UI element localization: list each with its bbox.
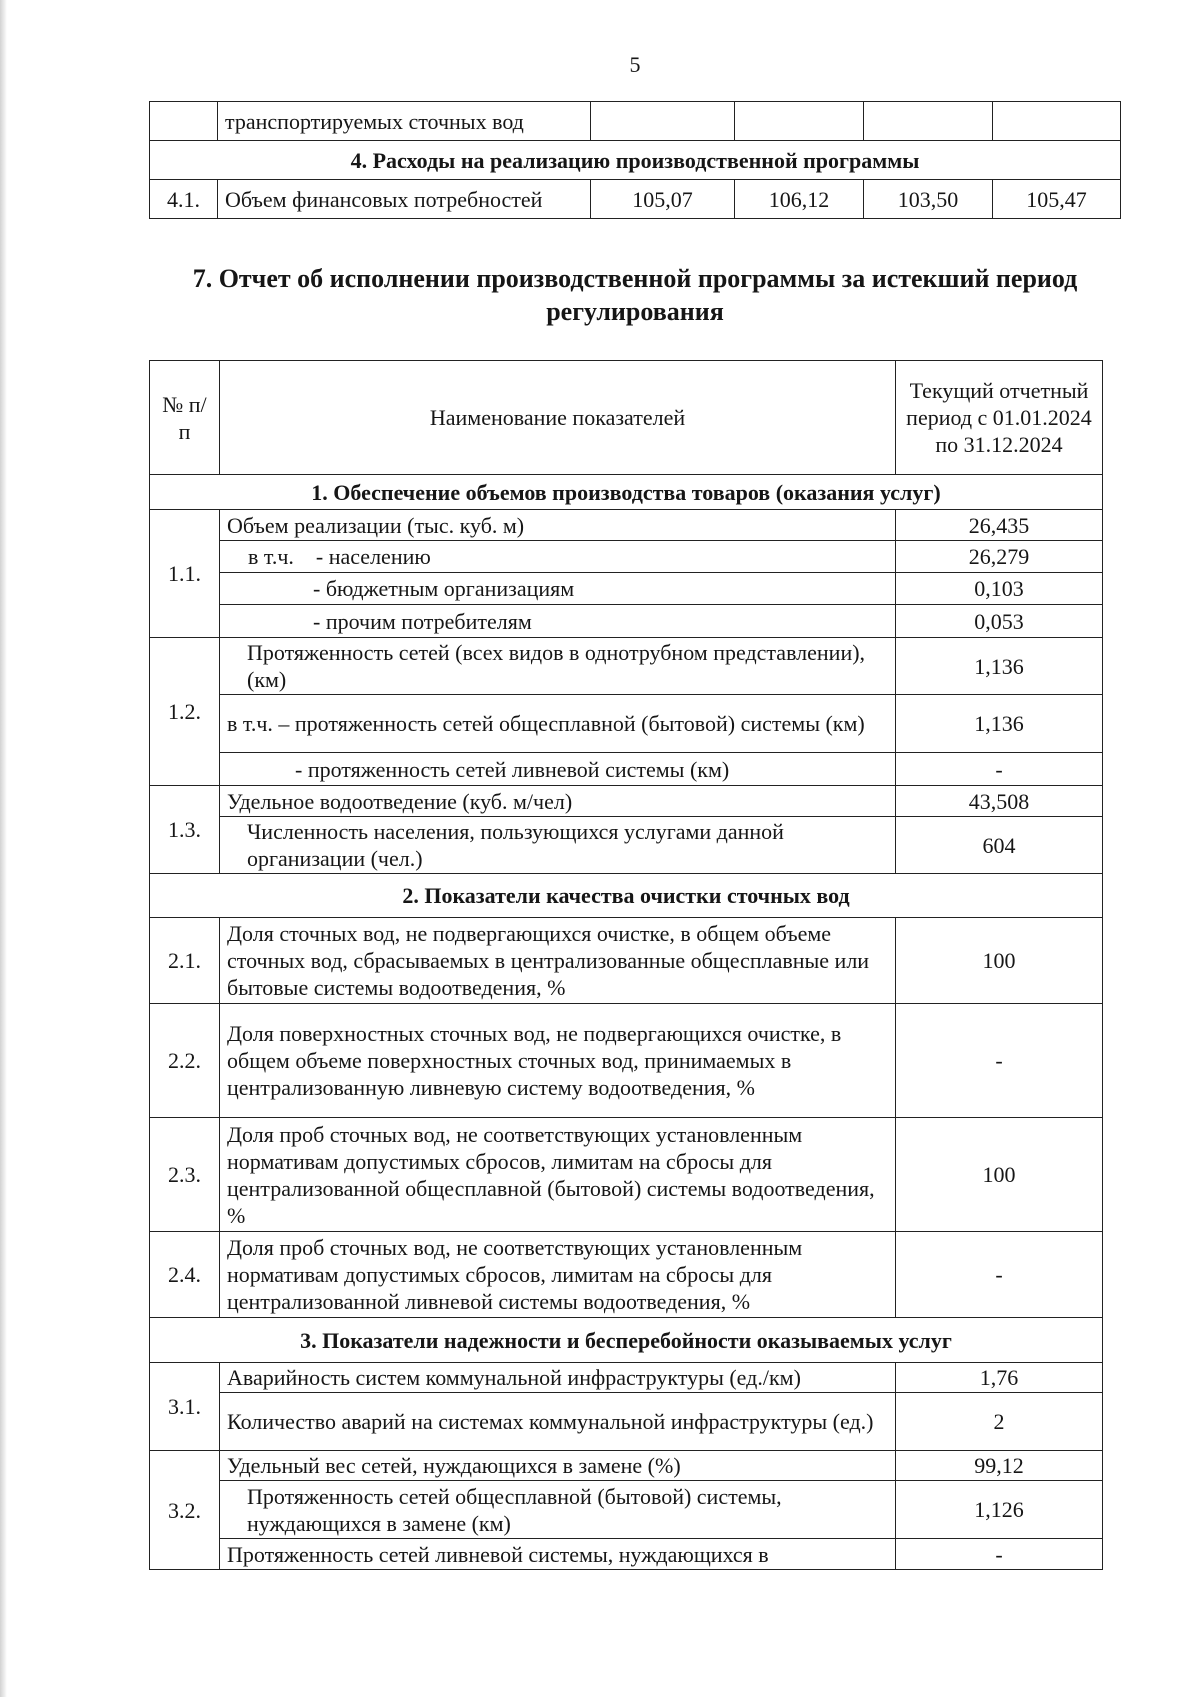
table-row [150, 786, 1103, 817]
row-number: 2.3. [150, 1118, 220, 1232]
section-7-heading [140, 262, 1130, 328]
value-cell: 1,136 [896, 695, 1103, 753]
indicator-name: в т.ч. - населению [220, 541, 896, 573]
header-period: Текущий отчетный период с 01.01.2024 по 31.12.2024 [896, 361, 1103, 475]
table-row [150, 102, 1121, 141]
indicator-name: - прочим потребителям [220, 605, 896, 638]
table-row [150, 510, 1103, 541]
report-table [149, 360, 1103, 1570]
indicator-name: транспортируемых сточных вод [218, 102, 591, 141]
value-cell: 0,053 [896, 605, 1103, 638]
header-number: № п/п [150, 361, 220, 475]
value-cell: 100 [896, 1118, 1103, 1232]
value-cell: 1,136 [896, 638, 1103, 695]
indicator-name: Удельный вес сетей, нуждающихся в замене (%) [220, 1451, 896, 1481]
row-number: 2.2. [150, 1004, 220, 1118]
table-row [150, 180, 1121, 219]
section-row [150, 874, 1103, 918]
table-row [150, 638, 1103, 695]
indicator-name: Протяженность сетей ливневой системы, нуждающихся в [220, 1539, 896, 1570]
table-row [150, 1393, 1103, 1451]
indicator-name: Доля поверхностных сточных вод, не подвергающихся очистке, в общем объеме поверхностных сточных вод, принимаемых в централизованную ливневую систему водоотведения, % [220, 1004, 896, 1118]
value-cell [591, 102, 735, 141]
header-row [150, 361, 1103, 475]
table-row [150, 1481, 1103, 1539]
indicator-name: Удельное водоотведение (куб. м/чел) [220, 786, 896, 817]
indicator-name: Доля проб сточных вод, не соответствующих установленным нормативам допустимых сбросов, лимитам на сбросы для централизованной ливневой системы водоотведения, % [220, 1232, 896, 1318]
value-cell: - [896, 1004, 1103, 1118]
value-cell: 2 [896, 1393, 1103, 1451]
row-number: 4.1. [150, 180, 218, 219]
table-row [150, 817, 1103, 874]
row-number: 1.3. [150, 786, 220, 874]
value-cell: 0,103 [896, 573, 1103, 605]
value-cell: 106,12 [735, 180, 864, 219]
indicator-name: Протяженность сетей общесплавной (бытовой) системы, нуждающихся в замене (км) [220, 1481, 896, 1539]
value-cell: 100 [896, 918, 1103, 1004]
row-number: 3.2. [150, 1451, 220, 1570]
value-cell: 604 [896, 817, 1103, 874]
section-row [150, 141, 1121, 180]
section-row [150, 1318, 1103, 1363]
header-name: Наименование показателей [220, 361, 896, 475]
value-cell: 26,279 [896, 541, 1103, 573]
indicator-name: Объем финансовых потребностей [218, 180, 591, 219]
value-cell: 99,12 [896, 1451, 1103, 1481]
table-row [150, 1451, 1103, 1481]
value-cell: 105,47 [993, 180, 1121, 219]
value-cell: 1,126 [896, 1481, 1103, 1539]
indicator-name: - протяженность сетей ливневой системы (км) [220, 753, 896, 786]
value-cell: 26,435 [896, 510, 1103, 541]
indicator-name: Доля сточных вод, не подвергающихся очистке, в общем объеме сточных вод, сбрасываемых в централизованные общесплавные или бытовые системы водоотведения, % [220, 918, 896, 1004]
row-number: 1.2. [150, 638, 220, 786]
value-cell: - [896, 1539, 1103, 1570]
section-7-title-line-2: регулирования [546, 297, 724, 326]
table-row [150, 695, 1103, 753]
page-number: 5 [629, 52, 641, 77]
scan-edge-shadow [0, 0, 7, 1697]
table-row [150, 1118, 1103, 1232]
value-cell: - [896, 1232, 1103, 1318]
value-cell: 1,76 [896, 1363, 1103, 1393]
table-row [150, 918, 1103, 1004]
table-row [150, 753, 1103, 786]
row-number: 1.1. [150, 510, 220, 638]
table-row [150, 1232, 1103, 1318]
row-number [150, 102, 218, 141]
indicator-name: Аварийность систем коммунальной инфраструктуры (ед./км) [220, 1363, 896, 1393]
indicator-name: Доля проб сточных вод, не соответствующих установленным нормативам допустимых сбросов, лимитам на сбросы для централизованной общесплавной (бытовой) системы водоотведения, % [220, 1118, 896, 1232]
value-cell: 43,508 [896, 786, 1103, 817]
table-row [150, 541, 1103, 573]
section-1-title: 1. Обеспечение объемов производства товаров (оказания услуг) [150, 475, 1103, 510]
indicator-name: Количество аварий на системах коммунальной инфраструктуры (ед.) [220, 1393, 896, 1451]
value-cell [864, 102, 993, 141]
section-title: 4. Расходы на реализацию производственной программы [150, 141, 1121, 180]
row-number: 2.1. [150, 918, 220, 1004]
indicator-name: Численность населения, пользующихся услугами данной организации (чел.) [220, 817, 896, 874]
table-row [150, 573, 1103, 605]
value-cell [993, 102, 1121, 141]
table-row [150, 605, 1103, 638]
value-cell [735, 102, 864, 141]
section-7-title-line-1: 7. Отчет об исполнении производственной программы за истекший период [192, 264, 1078, 293]
value-cell: 105,07 [591, 180, 735, 219]
table-row [150, 1363, 1103, 1393]
financial-needs-table [149, 101, 1121, 219]
value-cell: 103,50 [864, 180, 993, 219]
table-row [150, 1004, 1103, 1118]
section-3-title: 3. Показатели надежности и бесперебойности оказываемых услуг [150, 1318, 1103, 1363]
row-number: 2.4. [150, 1232, 220, 1318]
value-cell: - [896, 753, 1103, 786]
row-number: 3.1. [150, 1363, 220, 1451]
indicator-name: в т.ч. – протяженность сетей общесплавной (бытовой) системы (км) [220, 695, 896, 753]
section-2-title: 2. Показатели качества очистки сточных вод [150, 874, 1103, 918]
indicator-name: Протяженность сетей (всех видов в однотрубном представлении), (км) [220, 638, 896, 695]
indicator-name: - бюджетным организациям [220, 573, 896, 605]
table-row [150, 1539, 1103, 1570]
section-row [150, 475, 1103, 510]
indicator-name: Объем реализации (тыс. куб. м) [220, 510, 896, 541]
